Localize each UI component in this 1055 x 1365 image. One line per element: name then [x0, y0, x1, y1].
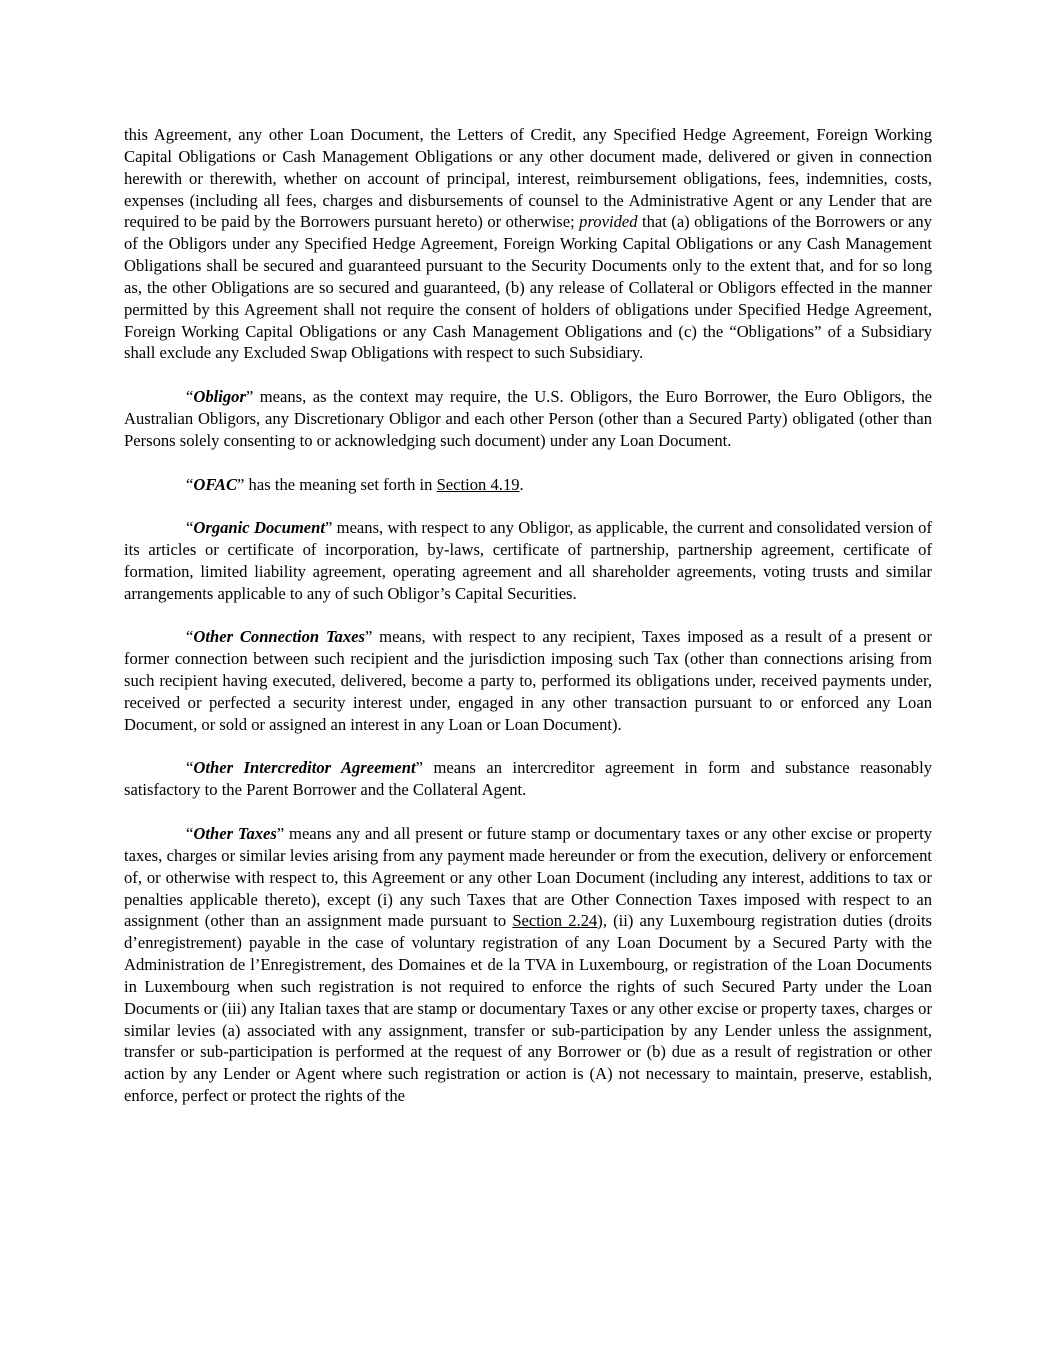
definition-text: ” has the meaning set forth in [237, 474, 437, 494]
definition-text: ), (ii) any Luxembourg registration duties (droits d’enregistrement) payable in the case of voluntary registration of any Loan Document by a Secured Party with the Administration de l’Enregistrement, des Domaines et de la TVA in Luxembourg, or registration of the Loan Documents in Luxembourg when such registration is not required to enforce the rights of such Secured Party under the Loan Documents or (iii) any Italian taxes that are stamp or documentary Taxes or any other excise or property taxes, charges or similar levies (a) associated with any assignment, transfer or sub-participation by any Lender unless the assignment, transfer or sub-participation is performed at the request of any Borrower or (b) due as a result of registration or other action by any Lender or Agent where such registration or action is (A) not necessary to maintain, preserve, establish, enforce, perfect or protect the rights of the [124, 911, 933, 1106]
open-quote: “ [186, 758, 194, 778]
defined-term: Organic Document [193, 518, 325, 538]
defined-term: Other Taxes [193, 824, 277, 843]
defined-term: Other Intercreditor Agreement [193, 758, 416, 778]
definition-organic-document [124, 517, 932, 604]
definition-other-connection-taxes [124, 626, 932, 735]
paragraph-text: that (a) obligations of the Borrowers or any of the Obligors under any Specified Hedge Agreement, Foreign Working Capital Obligations or any Cash Management Obligations shall be secured and guaranteed pursuant to the Security Documents only to the extent that, and for so long as, the other Obligations are so secured and guaranteed, (b) any release of Collateral or Obligors effected in the manner permitted by this Agreement shall not require the consent of holders of obligations under Specified Hedge Agreement, Foreign Working Capital Obligations or any Cash Management Obligations and (c) the “Obligations” of a Subsidiary shall exclude any Excluded Swap Obligations with respect to such Subsidiary. [124, 212, 932, 363]
definition-text: ” means, as the context may require, the U.S. Obligors, the Euro Borrower, the Euro Obligors, the Australian Obligors, any Discretionary Obligor and each other Person (other than a Secured Party) obligated (other than Persons solely consenting to or acknowledging such document) under any Loan Document. [124, 387, 932, 450]
definition-text: ” means, with respect to any Obligor, as applicable, the current and consolidated version of its articles or certificate of incorporation, by-laws, certificate of partnership, partnership agreement, certificate of formation, limited liability agreement, operating agreement and all shareholder agreements, voting trusts and similar arrangements applicable to any of such Obligor’s Capital Securities. [124, 518, 933, 603]
definition-other-taxes [124, 823, 932, 1107]
section-reference-link[interactable]: Section 2.24 [512, 911, 598, 931]
definition-obligor [124, 386, 932, 452]
definition-text: ” means an intercreditor agreement in form and substance reasonably satisfactory to the Parent Borrower and the Collateral Agent. [124, 758, 932, 800]
paragraph-text: this Agreement, any other Loan Document, the Letters of Credit, any Specified Hedge Agreement, Foreign Working Capital Obligations or Cash Management Obligations or any other document made, delivered or given in connection herewith or therewith, whether on account of principal, interest, reimbursement obligations, fees, indemnities, costs, expenses (including all fees, charges and disbursements of counsel to the Administrative Agent or any Lender that are required to be paid by the Borrowers pursuant hereto) or otherwise; [124, 125, 932, 232]
definition-text: ” means any and all present or future stamp or documentary taxes or any other excise or property taxes, charges or similar levies arising from any payment made hereunder or from the execution, delivery or enforcement of, or otherwise with respect to, this Agreement or any other Loan Document (including any interest, additions to tax or penalties applicable thereto), except (i) any such Taxes that are Other Connection Taxes imposed with respect to an assignment (other than an assignment made pursuant to [124, 824, 932, 931]
definition-other-intercreditor-agreement [124, 757, 932, 801]
defined-term: OFAC [193, 474, 238, 494]
section-reference-link[interactable]: Section 4.19 [436, 474, 520, 494]
definition-text-end: . [519, 474, 524, 494]
proviso-word: provided [579, 212, 638, 232]
open-quote: “ [186, 518, 194, 538]
obligations-continuation-paragraph [124, 124, 932, 364]
open-quote: “ [186, 387, 194, 407]
definition-text: ” means, with respect to any recipient, Taxes imposed as a result of a present or former connection between such recipient and the jurisdiction imposing such Tax (other than connections arising from such recipient having executed, delivered, become a party to, performed its obligations under, received payments under, received or perfected a security interest under, engaged in any other transaction pursuant to or enforced any Loan Document, or sold or assigned an interest in any Loan or Loan Document). [124, 627, 932, 734]
open-quote: “ [186, 824, 194, 843]
open-quote: “ [186, 627, 194, 647]
open-quote: “ [186, 474, 194, 494]
defined-term: Obligor [193, 387, 246, 407]
defined-term: Other Connection Taxes [193, 627, 365, 647]
document-page [124, 124, 932, 1129]
definition-ofac [124, 474, 932, 496]
